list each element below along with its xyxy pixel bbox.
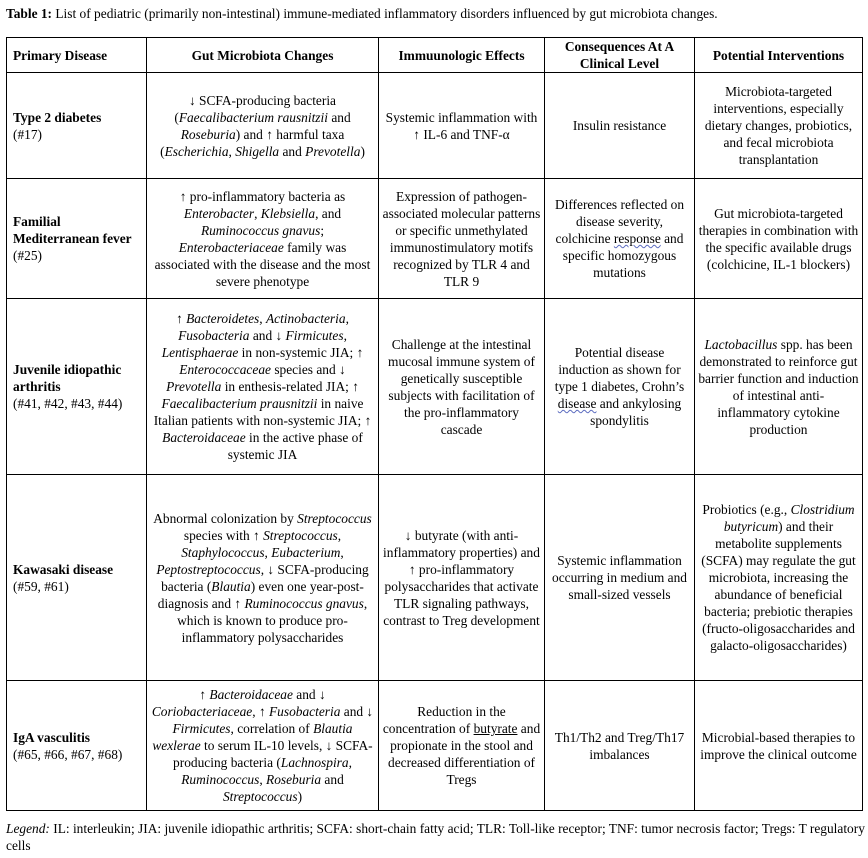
disease-name: Kawasaki disease [13,561,114,577]
data-table [6,37,863,811]
disease-refs: (#41, #42, #43, #44) [13,396,123,411]
cell-microbiota: ↑ pro-inflammatory bacteria as Enterobacter, Klebsiella, and Ruminococcus gnavus; Enterobacteriaceae family was associated with the disease and the most severe phenotype [147,179,379,299]
disease-refs: (#65, #66, #67, #68) [13,746,123,762]
table-row [7,681,863,811]
cell-microbiota: ↑ Bacteroidaceae and ↓ Coriobacteriaceae, ↑ Fusobacteria and ↓ Firmicutes, correlation of Blautia wexlerae to serum IL-10 levels, ↓ SCFA-producing bacteria (Lachnospira, Ruminococcus, Roseburia and Streptococcus) [147,681,379,811]
disease-name: IgA vasculitis [13,729,91,745]
disease-name: Familial Mediterranean fever [13,214,132,246]
header-immunologic: Immuunologic Effects [379,38,545,73]
cell-interventions: Probiotics (e.g., Clostridium butyricum) and their metabolite supplements (SCFA) may regulate the gut microbiota, increasing the abundance of beneficial bacteria; prebiotic therapies (fructo-oligosaccharides and galacto-oligosaccharides) [695,475,863,681]
legend-label: Legend: [6,821,50,836]
cell-interventions: Microbial-based therapies to improve the clinical outcome [695,681,863,811]
disease-name: Juvenile idiopathic arthritis [13,362,122,394]
cell-microbiota: ↓ SCFA-producing bacteria (Faecalibacterium rausnitzii and Roseburia) and ↑ harmful taxa (Escherichia, Shigella and Prevotella) [147,73,379,179]
disease-refs: (#59, #61) [13,578,69,594]
legend-text: IL: interleukin; JIA: juvenile idiopathic arthritis; SCFA: short-chain fatty acid; TLR: Toll-like receptor; TNF: tumor necrosis factor; Tregs: T regulatory cells [6,821,865,853]
cell-interventions: Lactobacillus spp. has been demonstrated to reinforce gut barrier function and induction of intestinal anti-inflammatory cytokine production [695,299,863,475]
header-gut-microbiota: Gut Microbiota Changes [147,38,379,73]
cell-clinical: Systemic inflammation occurring in medium and small-sized vessels [545,475,695,681]
header-clinical: Consequences At A Clinical Level [545,38,695,73]
table-legend [6,820,866,854]
cell-microbiota: Abnormal colonization by Streptococcus species with ↑ Streptococcus, Staphylococcus, Eubacterium, Peptostreptococcus, ↓ SCFA-producing bacteria (Blautia) even one year-post-diagnosis and ↑ Ruminococcus gnavus, which is known to produce pro-inflammatory polysaccharides [147,475,379,681]
cell-immunologic: Reduction in the concentration of butyrate and propionate in the stool and decreased differentiation of Tregs [379,681,545,811]
cell-primary-disease [7,179,147,299]
cell-immunologic: ↓ butyrate (with anti-inflammatory properties) and ↑ pro-inflammatory polysaccharides that activate TLR signaling pathways, contrast to Treg development [379,475,545,681]
cell-immunologic: Expression of pathogen-associated molecular patterns or specific unmethylated immunostimulatory motifs recognized by TLR 4 and TLR 9 [379,179,545,299]
cell-primary-disease [7,299,147,475]
table-caption [6,5,862,23]
disease-refs: (#17) [13,126,43,142]
caption-label: Table 1: [6,6,53,21]
table-row [7,179,863,299]
table-row [7,73,863,179]
header-interventions: Potential Interventions [695,38,863,73]
disease-name: Type 2 diabetes [13,109,102,125]
cell-interventions: Gut microbiota-targeted therapies in combination with the specific available drugs (colchicine, IL-1 blockers) [695,179,863,299]
table-row [7,299,863,475]
table-row [7,475,863,681]
cell-microbiota: ↑ Bacteroidetes, Actinobacteria, Fusobacteria and ↓ Firmicutes, Lentisphaerae in non-systemic JIA; ↑ Enterococcaceae species and ↓ Prevotella in enthesis-related JIA; ↑ Faecalibacterium prausnitzii in naive Italian patients with non-systemic JIA; ↑ Bacteroidaceae in the active phase of systemic JIA [147,299,379,475]
cell-immunologic: Challenge at the intestinal mucosal immune system of genetically susceptible subjects with facilitation of the pro-inflammatory cascade [379,299,545,475]
cell-clinical: Th1/Th2 and Treg/Th17 imbalances [545,681,695,811]
header-row [7,38,863,73]
cell-primary-disease [7,681,147,811]
cell-primary-disease [7,73,147,179]
cell-clinical: Insulin resistance [545,73,695,179]
caption-text: List of pediatric (primarily non-intestinal) immune-mediated inflammatory disorders influenced by gut microbiota changes. [55,6,718,21]
header-primary-disease: Primary Disease [7,38,147,73]
cell-interventions: Microbiota-targeted interventions, especially dietary changes, probiotics, and fecal microbiota transplantation [695,73,863,179]
cell-primary-disease [7,475,147,681]
cell-clinical: Differences reflected on disease severity, colchicine response and specific homozygous mutations [545,179,695,299]
cell-immunologic: Systemic inflammation with ↑ IL-6 and TNF-α [379,73,545,179]
cell-clinical: Potential disease induction as shown for type 1 diabetes, Crohn’s disease and ankylosing spondylitis [545,299,695,475]
disease-refs: (#25) [13,248,43,263]
